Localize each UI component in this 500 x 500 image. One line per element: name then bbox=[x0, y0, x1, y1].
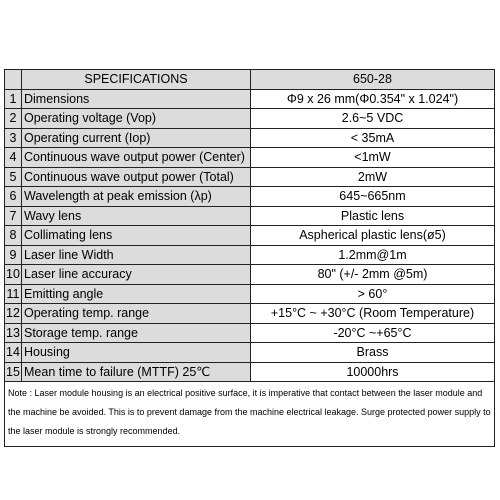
header-specifications-label: SPECIFICATIONS bbox=[22, 70, 251, 90]
row-number: 5 bbox=[5, 167, 22, 187]
row-number: 4 bbox=[5, 148, 22, 168]
table-row bbox=[5, 109, 495, 129]
row-value: -20°C ~+65°C bbox=[251, 323, 495, 343]
row-number: 3 bbox=[5, 128, 22, 148]
row-parameter: Operating current (Iop) bbox=[22, 128, 251, 148]
header-model-number: 650-28 bbox=[251, 70, 495, 90]
row-number: 11 bbox=[5, 284, 22, 304]
table-header-row bbox=[5, 70, 495, 90]
table-row bbox=[5, 128, 495, 148]
row-parameter: Operating voltage (Vop) bbox=[22, 109, 251, 129]
note-text: Note : Laser module housing is an electrical positive surface, it is imperative that contact between the laser module and the machine be avoided. This is to prevent damage from the machine electrical leakage. Surge protected power supply to the laser module is strongly recommended. bbox=[4, 382, 495, 447]
table-row bbox=[5, 323, 495, 343]
table-row bbox=[5, 206, 495, 226]
row-value: +15°C ~ +30°C (Room Temperature) bbox=[251, 304, 495, 324]
table-row bbox=[5, 226, 495, 246]
row-number: 9 bbox=[5, 245, 22, 265]
row-number: 12 bbox=[5, 304, 22, 324]
row-value: < 35mA bbox=[251, 128, 495, 148]
table-row bbox=[5, 167, 495, 187]
specifications-table bbox=[4, 69, 495, 382]
table-row bbox=[5, 187, 495, 207]
table-row bbox=[5, 343, 495, 363]
row-number: 15 bbox=[5, 362, 22, 382]
row-parameter: Laser line accuracy bbox=[22, 265, 251, 285]
specifications-sheet bbox=[4, 69, 495, 447]
row-parameter: Dimensions bbox=[22, 89, 251, 109]
row-value: Aspherical plastic lens(ø5) bbox=[251, 226, 495, 246]
table-row bbox=[5, 89, 495, 109]
row-number: 1 bbox=[5, 89, 22, 109]
table-row bbox=[5, 304, 495, 324]
row-parameter: Collimating lens bbox=[22, 226, 251, 246]
row-parameter: Operating temp. range bbox=[22, 304, 251, 324]
row-parameter: Wavelength at peak emission (λp) bbox=[22, 187, 251, 207]
row-parameter: Emitting angle bbox=[22, 284, 251, 304]
row-number: 8 bbox=[5, 226, 22, 246]
table-row bbox=[5, 245, 495, 265]
table-row bbox=[5, 148, 495, 168]
row-value: 1.2mm@1m bbox=[251, 245, 495, 265]
row-parameter: Continuous wave output power (Total) bbox=[22, 167, 251, 187]
table-row bbox=[5, 284, 495, 304]
row-value: Φ9 x 26 mm(Φ0.354" x 1.024") bbox=[251, 89, 495, 109]
row-value: Brass bbox=[251, 343, 495, 363]
row-value: 2.6~5 VDC bbox=[251, 109, 495, 129]
row-parameter: Housing bbox=[22, 343, 251, 363]
row-parameter: Laser line Width bbox=[22, 245, 251, 265]
row-number: 6 bbox=[5, 187, 22, 207]
row-parameter: Continuous wave output power (Center) bbox=[22, 148, 251, 168]
row-value: 2mW bbox=[251, 167, 495, 187]
row-value: 10000hrs bbox=[251, 362, 495, 382]
row-parameter: Wavy lens bbox=[22, 206, 251, 226]
row-number: 14 bbox=[5, 343, 22, 363]
table-row bbox=[5, 362, 495, 382]
row-parameter: Mean time to failure (MTTF) 25℃ bbox=[22, 362, 251, 382]
row-number: 7 bbox=[5, 206, 22, 226]
row-value: > 60° bbox=[251, 284, 495, 304]
row-value: 80" (+/- 2mm @5m) bbox=[251, 265, 495, 285]
row-number: 13 bbox=[5, 323, 22, 343]
row-parameter: Storage temp. range bbox=[22, 323, 251, 343]
row-number: 2 bbox=[5, 109, 22, 129]
row-value: Plastic lens bbox=[251, 206, 495, 226]
header-num-cell bbox=[5, 70, 22, 90]
row-value: <1mW bbox=[251, 148, 495, 168]
row-number: 10 bbox=[5, 265, 22, 285]
table-row bbox=[5, 265, 495, 285]
row-value: 645~665nm bbox=[251, 187, 495, 207]
